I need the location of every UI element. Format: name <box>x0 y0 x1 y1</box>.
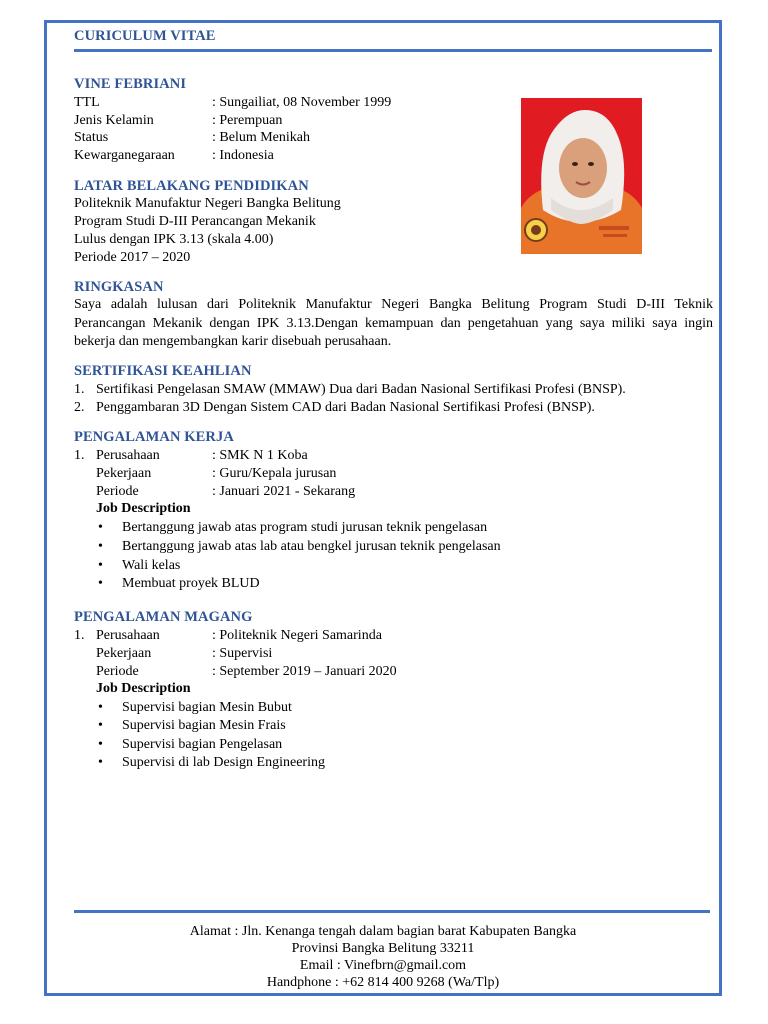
footer-email: Email : Vinefbrn@gmail.com <box>299 958 467 973</box>
bullet-icon: • <box>98 576 103 591</box>
field-label: Periode <box>96 484 139 499</box>
list-item-text: Supervisi di lab Design Engineering <box>122 755 325 770</box>
internship-field <box>74 663 474 681</box>
field-value: : Supervisi <box>212 646 273 661</box>
field-value: : Politeknik Negeri Samarinda <box>212 628 382 643</box>
list-item-text: Membuat proyek BLUD <box>122 576 260 591</box>
personal-row <box>74 94 474 112</box>
list-item <box>98 717 658 735</box>
job-description-label: Job Description <box>96 681 191 696</box>
item-text: Sertifikasi Pengelasan SMAW (MMAW) Dua dari Badan Nasional Sertifikasi Profesi (BNSP). <box>96 382 626 397</box>
field-label: Perusahaan <box>96 628 160 643</box>
person-name: VINE FEBRIANI <box>74 76 187 92</box>
personal-row <box>74 112 474 130</box>
list-item <box>98 575 658 593</box>
internship-entry <box>74 627 474 645</box>
bullet-icon: • <box>98 718 103 733</box>
field-value: : Sungailiat, 08 November 1999 <box>212 95 392 110</box>
section-heading-work: PENGALAMAN KERJA <box>74 429 234 445</box>
item-text: Penggambaran 3D Dengan Sistem CAD dari Badan Nasional Sertifikasi Profesi (BNSP). <box>96 400 595 415</box>
education-line: Program Studi D-III Perancangan Mekanik <box>74 214 316 229</box>
section-heading-summary: RINGKASAN <box>74 279 164 295</box>
section-heading-certifications: SERTIFIKASI KEAHLIAN <box>74 363 252 379</box>
section-heading-internship: PENGALAMAN MAGANG <box>74 609 253 625</box>
field-label: Status <box>74 130 109 145</box>
item-number: 2. <box>74 400 85 415</box>
field-label: Jenis Kelamin <box>74 113 154 128</box>
list-item <box>98 519 658 537</box>
footer-address: Alamat : Jln. Kenanga tengah dalam bagian barat Kabupaten Bangka <box>189 924 577 939</box>
section-heading-education: LATAR BELAKANG PENDIDIKAN <box>74 178 309 194</box>
list-item-text: Supervisi bagian Mesin Frais <box>122 718 286 733</box>
education-line: Periode 2017 – 2020 <box>74 250 191 265</box>
work-field <box>74 483 474 501</box>
list-item-text: Bertanggung jawab atas lab atau bengkel jurusan teknik pengelasan <box>122 539 501 554</box>
job-description-label: Job Description <box>96 501 191 516</box>
list-item <box>98 557 658 575</box>
field-value: : Januari 2021 - Sekarang <box>212 484 356 499</box>
education-line: Politeknik Manufaktur Negeri Bangka Belitung <box>74 196 341 211</box>
field-value: : September 2019 – Januari 2020 <box>212 664 397 679</box>
list-item <box>98 699 658 717</box>
field-label: Pekerjaan <box>96 646 152 661</box>
certification-item <box>74 399 704 417</box>
list-item-text: Bertanggung jawab atas program studi jurusan teknik pengelasan <box>122 520 488 535</box>
bullet-icon: • <box>98 737 103 752</box>
personal-row <box>74 147 474 165</box>
field-value: : Perempuan <box>212 113 283 128</box>
list-item <box>98 736 658 754</box>
field-label: Kewarganegaraan <box>74 148 175 163</box>
field-value: : SMK N 1 Koba <box>212 448 308 463</box>
list-item-text: Supervisi bagian Mesin Bubut <box>122 700 292 715</box>
field-value: : Indonesia <box>212 148 274 163</box>
list-item <box>98 538 658 556</box>
bullet-icon: • <box>98 558 103 573</box>
field-label: Pekerjaan <box>96 466 152 481</box>
bullet-icon: • <box>98 539 103 554</box>
work-entry <box>74 447 474 465</box>
header-rule <box>74 49 712 52</box>
field-label: Perusahaan <box>96 448 160 463</box>
work-field <box>74 465 474 483</box>
bullet-icon: • <box>98 755 103 770</box>
certification-item <box>74 381 704 399</box>
list-item-text: Supervisi bagian Pengelasan <box>122 737 283 752</box>
item-number: 1. <box>74 628 85 643</box>
list-item <box>98 754 658 772</box>
education-line: Lulus dengan IPK 3.13 (skala 4.00) <box>74 232 274 247</box>
field-label: Periode <box>96 664 139 679</box>
bullet-icon: • <box>98 700 103 715</box>
item-number: 1. <box>74 448 85 463</box>
document-title: CURICULUM VITAE <box>74 28 216 44</box>
footer-phone: Handphone : +62 814 400 9268 (Wa/Tlp) <box>266 975 500 990</box>
bullet-icon: • <box>98 520 103 535</box>
field-value: : Guru/Kepala jurusan <box>212 466 337 481</box>
field-label: TTL <box>74 95 100 110</box>
footer-rule <box>74 910 710 913</box>
list-item-text: Wali kelas <box>122 558 181 573</box>
internship-field <box>74 645 474 663</box>
personal-row <box>74 129 474 147</box>
footer-province: Provinsi Bangka Belitung 33211 <box>291 941 475 956</box>
profile-photo <box>521 98 642 254</box>
person-photo-illustration <box>521 98 642 254</box>
summary-paragraph: Saya adalah lulusan dari Politeknik Manufaktur Negeri Bangka Belitung Program Studi D-III Teknik Perancangan Mekanik dengan IPK 3.13.Dengan kemampuan dan pengetahuan yang saya miliki saya ingin bekerja dan mengembangkan karir disebuah perusahaan. <box>74 297 713 349</box>
item-number: 1. <box>74 382 85 397</box>
field-value: : Belum Menikah <box>212 130 310 145</box>
